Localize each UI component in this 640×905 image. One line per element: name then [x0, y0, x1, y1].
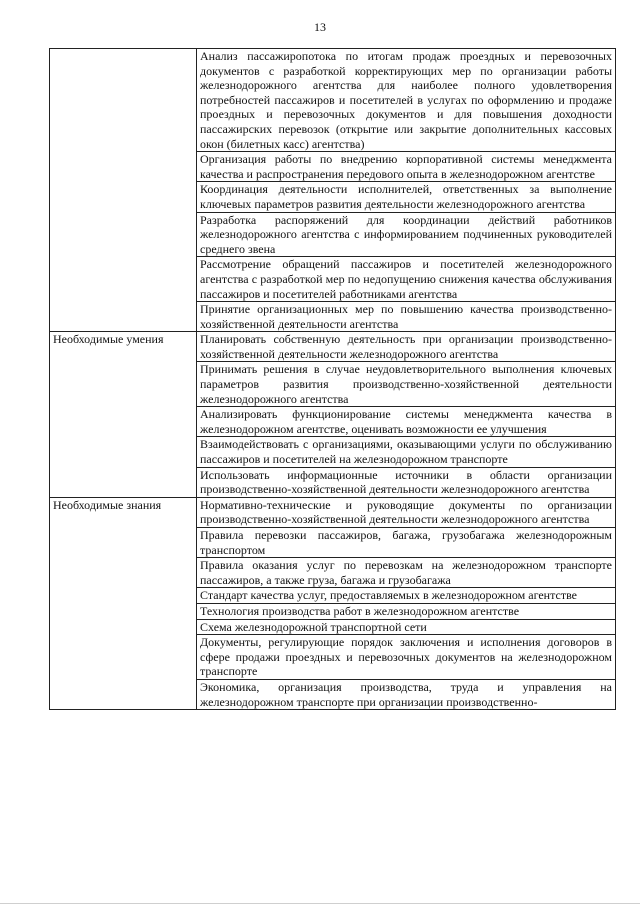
table-row — [50, 49, 616, 152]
table-cell: Нормативно-технические и руководящие документы по организации производственно-хозяйственной деятельности железнодорожного агентства — [197, 497, 616, 527]
table-cell: Технология производства работ в железнодорожном агентстве — [197, 603, 616, 619]
table-cell: Принимать решения в случае неудовлетворительного выполнения ключевых параметров развития производственно-хозяйственной деятельности железнодорожного агентства — [197, 362, 616, 407]
page-number: 13 — [314, 20, 326, 34]
row-label-knowledge: Необходимые знания — [50, 497, 197, 709]
table-cell: Анализ пассажиропотока по итогам продаж проездных и перевозочных документов с разработкой корректирующих мер по организации работы железнодорожного агентства для наиболее полного удовлетворения потребностей пассажиров и посетителей в услугах по оформлению и продаже проездных и перевозочных документов и для повышения доходности пассажирских перевозок (открытие или закрытие дополнительных кассовых окон (билетных касс) агентства) — [197, 49, 616, 152]
table-cell: Стандарт качества услуг, предоставляемых в железнодорожном агентстве — [197, 588, 616, 604]
table-cell: Организация работы по внедрению корпоративной системы менеджмента качества и распространения передового опыта в железнодорожном агентстве — [197, 152, 616, 182]
table-cell: Использовать информационные источники в области организации производственно-хозяйственной деятельности железнодорожного агентства — [197, 467, 616, 497]
table-cell: Документы, регулирующие порядок заключения и исполнения договоров в сфере продажи проездных и перевозочных документов на железнодорожном транспорте — [197, 635, 616, 680]
table-row — [50, 497, 616, 527]
row-label-skills: Необходимые умения — [50, 332, 197, 498]
table-cell: Схема железнодорожной транспортной сети — [197, 619, 616, 635]
table-cell: Координация деятельности исполнителей, ответственных за выполнение ключевых параметров развития деятельности железнодорожного агентства — [197, 182, 616, 212]
table-cell: Экономика, организация производства, труда и управления на железнодорожном транспорте при организации производственно- — [197, 679, 616, 709]
table-cell: Планировать собственную деятельность при организации производственно-хозяйственной деятельности железнодорожного агентства — [197, 332, 616, 362]
scan-edge-line — [0, 903, 640, 904]
table-cell: Правила перевозки пассажиров, багажа, грузобагажа железнодорожным транспортом — [197, 528, 616, 558]
table-cell: Разработка распоряжений для координации действий работников железнодорожного агентства с информированием подчиненных руководителей среднего звена — [197, 212, 616, 257]
requirements-table — [49, 48, 616, 710]
table-cell: Принятие организационных мер по повышению качества производственно-хозяйственной деятельности агентства — [197, 302, 616, 332]
table-row — [50, 332, 616, 362]
table-cell: Правила оказания услуг по перевозкам на железнодорожном транспорте пассажиров, а также груза, багажа и грузобагажа — [197, 558, 616, 588]
row-label-empty — [50, 49, 197, 332]
table-cell: Анализировать функционирование системы менеджмента качества в железнодорожном агентстве, оценивать возможности ее улучшения — [197, 407, 616, 437]
table-cell: Рассмотрение обращений пассажиров и посетителей железнодорожного агентства с разработкой мер по недопущению снижения качества обслуживания пассажиров и посетителей работниками агентства — [197, 257, 616, 302]
table-cell: Взаимодействовать с организациями, оказывающими услуги по обслуживанию пассажиров и посетителей на железнодорожном транспорте — [197, 437, 616, 467]
